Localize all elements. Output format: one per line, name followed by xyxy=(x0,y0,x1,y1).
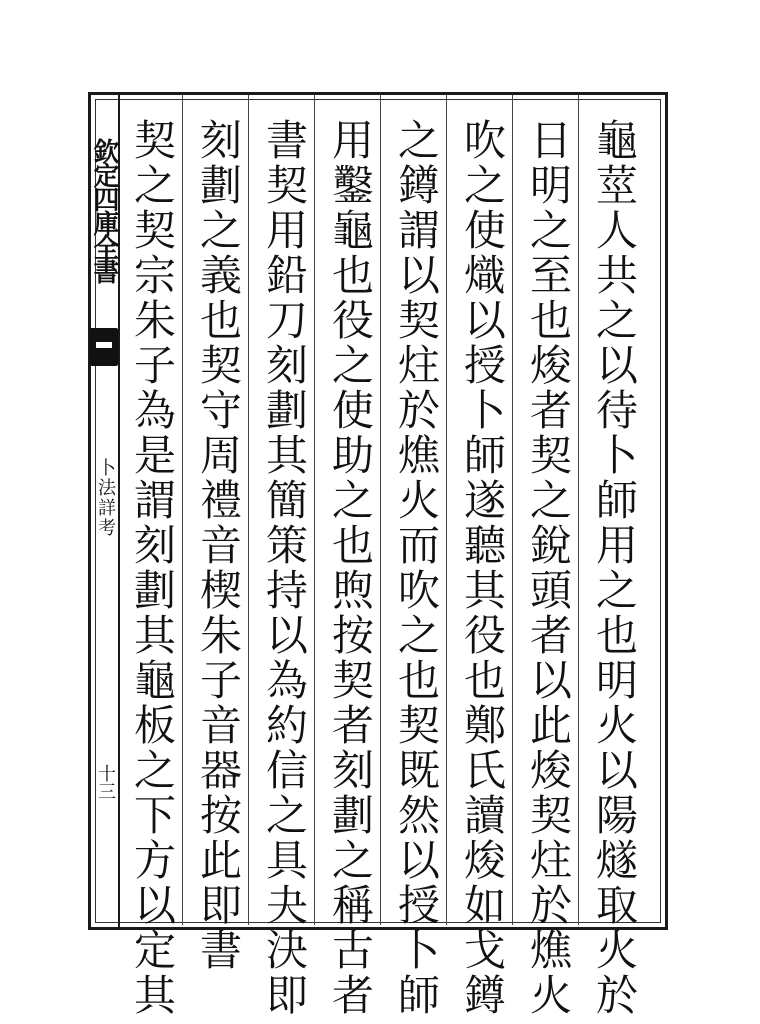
text-column-5: 用鑿龜也役之使助之也煦按契者刻劃之稱古者 xyxy=(326,118,375,1018)
folio-number: 十三 xyxy=(95,764,116,800)
text-column-7: 刻劃之義也契守周禮音楔朱子音器按此即書 xyxy=(194,118,243,973)
text-column-8: 契之契宗朱子為是謂刻劃其龜板之下方以定其 xyxy=(128,118,177,1018)
text-column-2: 日明之至也焌者契之銳頭者以此焌契炷於燋火 xyxy=(524,118,573,1018)
section-title: 卜法詳考 xyxy=(95,458,116,538)
text-column-1: 龜莖人共之以待卜師用之也明火以陽燧取火於 xyxy=(590,118,639,1018)
text-column-6: 書契用鉛刀刻劃其簡策持以為約信之具夬決即 xyxy=(260,118,309,1018)
text-column-3: 吹之使熾以授卜師遂聽其役也鄭氏讀焌如戈鐏 xyxy=(458,118,507,1018)
fishtail-mark xyxy=(90,328,118,366)
collection-title: 欽定四庫全書 xyxy=(89,138,119,282)
text-column-4: 之鐏謂以契炷於燋火而吹之也契既然以授卜師 xyxy=(392,118,441,1018)
